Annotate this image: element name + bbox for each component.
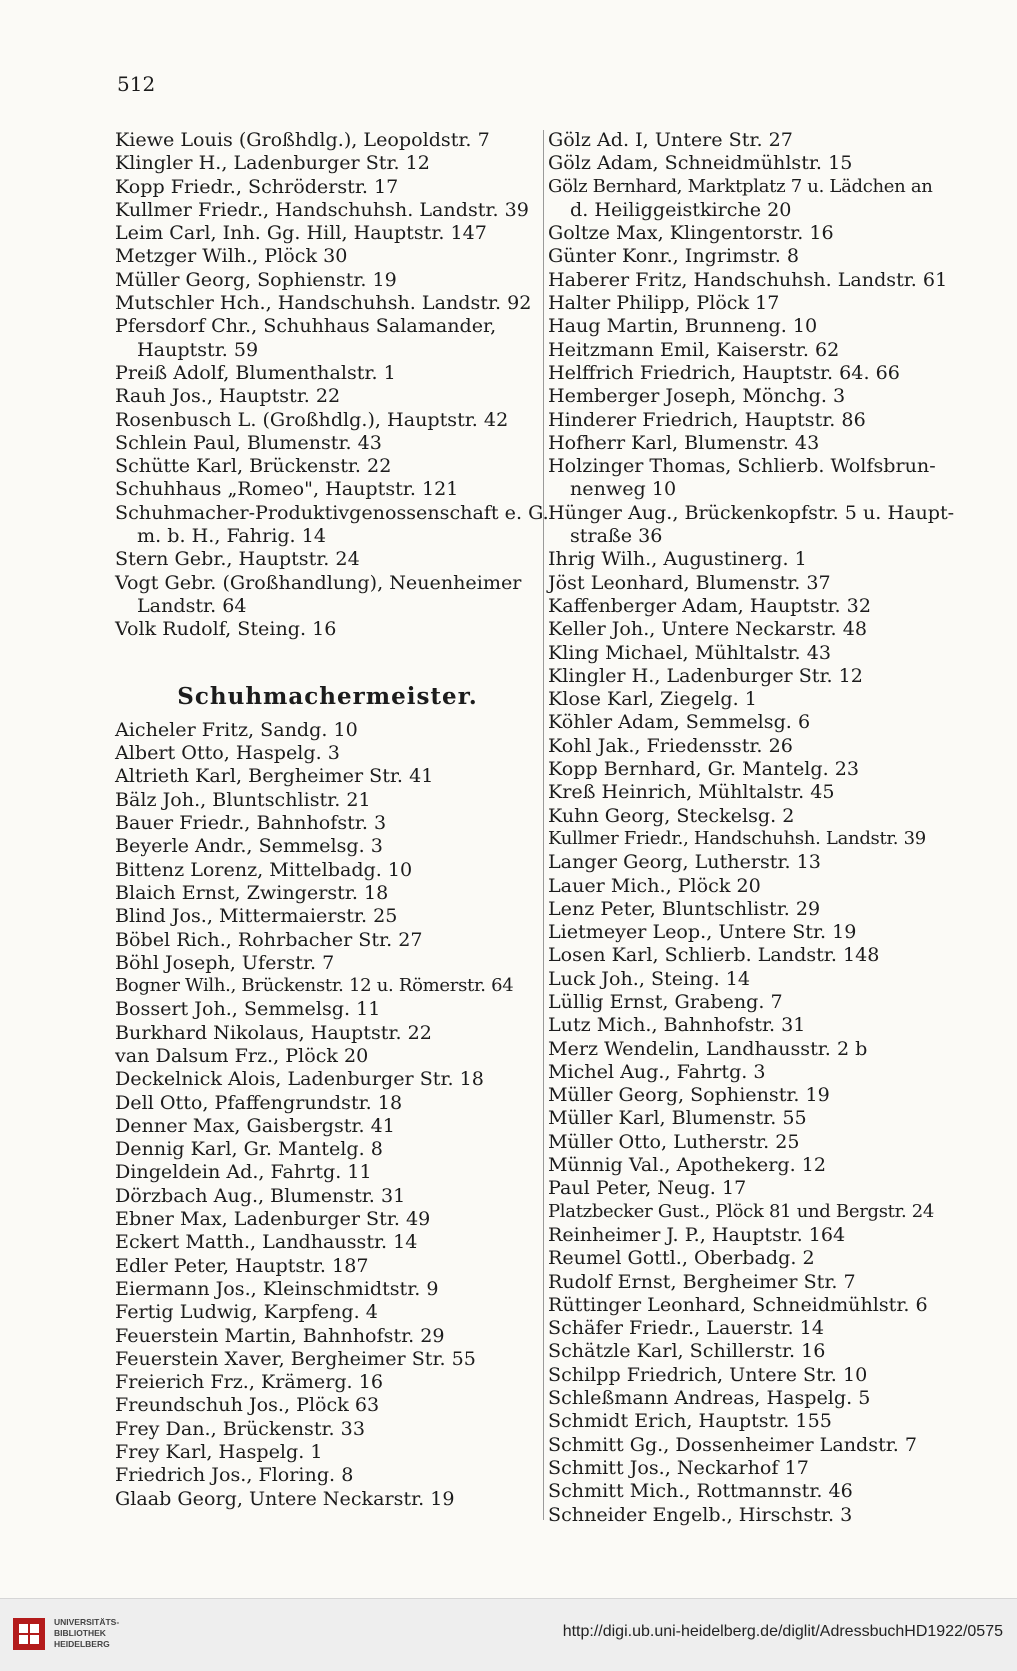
directory-entry: Kreß Heinrich, Mühltalstr. 45	[548, 780, 835, 804]
directory-entry: Friedrich Jos., Floring. 8	[115, 1463, 354, 1487]
directory-entry: Lüllig Ernst, Grabeng. 7	[548, 989, 783, 1013]
directory-entry: Eckert Matth., Landhausstr. 14	[115, 1230, 418, 1254]
directory-entry: van Dalsum Frz., Plöck 20	[115, 1043, 369, 1067]
directory-entry: Beyerle Andr., Semmelsg. 3	[115, 834, 383, 858]
directory-entry: Preiß Adolf, Blumenthalstr. 1	[115, 360, 396, 384]
directory-entry: Gölz Bernhard, Marktplatz 7 u. Lädchen an	[548, 175, 933, 197]
directory-entry: Keller Joh., Untere Neckarstr. 48	[548, 617, 867, 641]
directory-entry: Haberer Fritz, Handschuhsh. Landstr. 61	[548, 267, 948, 291]
directory-entry: Kiewe Louis (Großhdlg.), Leopoldstr. 7	[115, 128, 490, 151]
directory-entry-continuation: m. b. H., Fahrig. 14	[137, 524, 326, 548]
directory-entry: Hinderer Friedrich, Hauptstr. 86	[548, 407, 866, 431]
directory-entry: Pfersdorf Chr., Schuhhaus Salamander,	[115, 314, 497, 338]
directory-entry: Müller Georg, Sophienstr. 19	[115, 267, 397, 291]
directory-entry: Müller Otto, Lutherstr. 25	[548, 1129, 800, 1153]
directory-entry: Blind Jos., Mittermaierstr. 25	[115, 904, 398, 928]
left-column	[115, 128, 549, 1510]
directory-entry: Denner Max, Gaisbergstr. 41	[115, 1113, 395, 1137]
directory-entry: Dell Otto, Pfaffengrundstr. 18	[115, 1090, 403, 1114]
directory-entry: Rosenbusch L. (Großhdlg.), Hauptstr. 42	[115, 407, 509, 431]
directory-entry: Schätzle Karl, Schillerstr. 16	[548, 1339, 826, 1363]
directory-entry: Burkhard Nikolaus, Hauptstr. 22	[115, 1020, 432, 1044]
directory-entry: Kullmer Friedr., Handschuhsh. Landstr. 39	[115, 197, 529, 221]
directory-entry: Schilpp Friedrich, Untere Str. 10	[548, 1362, 868, 1386]
directory-entry: Volk Rudolf, Steing. 16	[115, 617, 337, 641]
directory-entry: Bossert Joh., Semmelsg. 11	[115, 997, 381, 1021]
directory-entry: Deckelnick Alois, Ladenburger Str. 18	[115, 1067, 484, 1091]
directory-entry: Luck Joh., Steing. 14	[548, 966, 751, 990]
directory-entry: Vogt Gebr. (Großhandlung), Neuenheimer	[115, 570, 522, 594]
directory-entry: Kuhn Georg, Steckelsg. 2	[548, 803, 795, 827]
directory-entry: Feuerstein Martin, Bahnhofstr. 29	[115, 1323, 445, 1347]
directory-entry: Haug Martin, Brunneng. 10	[548, 314, 818, 338]
library-logo[interactable]	[12, 1611, 124, 1659]
directory-entry: Schuhhaus „Romeo", Hauptstr. 121	[115, 477, 459, 501]
directory-entry: Böbel Rich., Rohrbacher Str. 27	[115, 927, 423, 951]
directory-entry: Ihrig Wilh., Augustinerg. 1	[548, 547, 807, 571]
directory-entry: Schmitt Gg., Dossenheimer Landstr. 7	[548, 1432, 918, 1456]
directory-entry: Mutschler Hch., Handschuhsh. Landstr. 92	[115, 291, 532, 315]
directory-entry: Schmitt Mich., Rottmannstr. 46	[548, 1479, 853, 1503]
directory-entry: Lauer Mich., Plöck 20	[548, 873, 761, 897]
directory-entry: Kling Michael, Mühltalstr. 43	[548, 640, 831, 664]
directory-entry: Paul Peter, Neug. 17	[548, 1176, 747, 1200]
directory-entry: Edler Peter, Hauptstr. 187	[115, 1253, 369, 1277]
directory-entry: Schmidt Erich, Hauptstr. 155	[548, 1409, 832, 1433]
directory-entry: Altrieth Karl, Bergheimer Str. 41	[115, 764, 434, 788]
directory-entry: Böhl Joseph, Uferstr. 7	[115, 950, 335, 974]
directory-entry: Kullmer Friedr., Handschuhsh. Landstr. 39	[548, 827, 926, 849]
directory-entry: Gölz Adam, Schneidmühlstr. 15	[548, 151, 853, 175]
directory-entry: Müller Karl, Blumenstr. 55	[548, 1106, 807, 1130]
directory-entry: Fertig Ludwig, Karpfeng. 4	[115, 1300, 378, 1324]
directory-entry: Michel Aug., Fahrtg. 3	[548, 1059, 766, 1083]
directory-entry-continuation: nenweg 10	[570, 477, 677, 501]
directory-entry: Leim Carl, Inh. Gg. Hill, Hauptstr. 147	[115, 221, 487, 245]
directory-entry: Dennig Karl, Gr. Mantelg. 8	[115, 1137, 383, 1161]
directory-entry: Klingler H., Ladenburger Str. 12	[548, 663, 863, 687]
directory-entry: Aicheler Fritz, Sandg. 10	[115, 717, 358, 741]
directory-entry: Kopp Bernhard, Gr. Mantelg. 23	[548, 757, 860, 781]
directory-entry: Lutz Mich., Bahnhofstr. 31	[548, 1013, 806, 1037]
directory-entry: Freundschuh Jos., Plöck 63	[115, 1393, 380, 1417]
directory-entry: Schütte Karl, Brückenstr. 22	[115, 454, 392, 478]
directory-entry: Helffrich Friedrich, Hauptstr. 64. 66	[548, 360, 900, 384]
directory-entry: Hünger Aug., Brückenkopfstr. 5 u. Haupt-	[548, 500, 955, 524]
directory-entry-continuation: d. Heiliggeistkirche 20	[570, 197, 792, 221]
directory-entry: Heitzmann Emil, Kaiserstr. 62	[548, 337, 840, 361]
footer-bar	[0, 1598, 1017, 1671]
directory-entry: Günter Konr., Ingrimstr. 8	[548, 244, 799, 268]
directory-entry: Rauh Jos., Hauptstr. 22	[115, 384, 341, 408]
directory-entry: Gölz Ad. I, Untere Str. 27	[548, 128, 793, 151]
directory-entry: Feuerstein Xaver, Bergheimer Str. 55	[115, 1346, 476, 1370]
right-column	[548, 128, 973, 1526]
directory-entry: Klingler H., Ladenburger Str. 12	[115, 151, 430, 175]
directory-entry: Merz Wendelin, Landhausstr. 2 b	[548, 1036, 868, 1060]
directory-entry: Schuhmacher-Produktivgenossenschaft e. G.	[115, 500, 549, 524]
directory-entry: Metzger Wilh., Plöck 30	[115, 244, 348, 268]
directory-entry: Bittenz Lorenz, Mittelbadg. 10	[115, 857, 413, 881]
directory-entry-continuation: Landstr. 64	[137, 593, 247, 617]
directory-entry: Albert Otto, Haspelg. 3	[115, 741, 340, 765]
directory-entry: Losen Karl, Schlierb. Landstr. 148	[548, 943, 880, 967]
directory-entry: Hemberger Joseph, Mönchg. 3	[548, 384, 846, 408]
directory-entry: Langer Georg, Lutherstr. 13	[548, 850, 821, 874]
directory-entry: Müller Georg, Sophienstr. 19	[548, 1083, 830, 1107]
directory-entry: Kaffenberger Adam, Hauptstr. 32	[548, 593, 871, 617]
directory-entry: Schleßmann Andreas, Haspelg. 5	[548, 1386, 871, 1410]
directory-entry: Stern Gebr., Hauptstr. 24	[115, 547, 360, 571]
directory-entry: Lietmeyer Leop., Untere Str. 19	[548, 920, 857, 944]
directory-entry: Lenz Peter, Bluntschlistr. 29	[548, 896, 821, 920]
directory-entry: Frey Dan., Brückenstr. 33	[115, 1416, 365, 1440]
directory-entry: Reinheimer J. P., Hauptstr. 164	[548, 1222, 846, 1246]
directory-entry: Schäfer Friedr., Lauerstr. 14	[548, 1316, 824, 1340]
directory-entry: Rudolf Ernst, Bergheimer Str. 7	[548, 1269, 856, 1293]
directory-entry: Goltze Max, Klingentorstr. 16	[548, 221, 834, 245]
directory-entry: Dörzbach Aug., Blumenstr. 31	[115, 1183, 406, 1207]
library-logo-text: UNIVERSITÄTS- BIBLIOTHEK HEIDELBERG	[54, 1617, 120, 1649]
directory-entry: Ebner Max, Ladenburger Str. 49	[115, 1207, 431, 1231]
directory-entry: Klose Karl, Ziegelg. 1	[548, 687, 757, 711]
directory-entry: Kohl Jak., Friedensstr. 26	[548, 733, 793, 757]
directory-entry: Kopp Friedr., Schröderstr. 17	[115, 174, 399, 198]
directory-entry: Bogner Wilh., Brückenstr. 12 u. Römerstr. 64	[115, 975, 514, 997]
directory-entry: Platzbecker Gust., Plöck 81 und Bergstr. 24	[548, 1200, 935, 1222]
directory-entry: Schmitt Jos., Neckarhof 17	[548, 1455, 809, 1479]
library-logo-icon	[12, 1617, 46, 1651]
directory-entry-continuation: Hauptstr. 59	[137, 337, 259, 361]
column-divider	[543, 130, 544, 1520]
directory-entry: Schneider Engelb., Hirschstr. 3	[548, 1502, 853, 1526]
source-url-link[interactable]: http://digi.ub.uni-heidelberg.de/diglit/AdressbuchHD1922/0575	[562, 1623, 1003, 1640]
directory-entry: Münnig Val., Apothekerg. 12	[548, 1153, 827, 1177]
directory-entry: Jöst Leonhard, Blumenstr. 37	[548, 570, 831, 594]
directory-entry: Schlein Paul, Blumenstr. 43	[115, 430, 382, 454]
directory-entry: Halter Philipp, Plöck 17	[548, 291, 780, 315]
directory-entry: Rüttinger Leonhard, Schneidmühlstr. 6	[548, 1292, 928, 1316]
directory-entry: Frey Karl, Haspelg. 1	[115, 1440, 323, 1464]
directory-entry: Dingeldein Ad., Fahrtg. 11	[115, 1160, 372, 1184]
directory-entry: Holzinger Thomas, Schlierb. Wolfsbrun-	[548, 454, 936, 478]
directory-entry: Freierich Frz., Krämerg. 16	[115, 1370, 383, 1394]
directory-entry: Köhler Adam, Semmelsg. 6	[548, 710, 811, 734]
directory-entry: Reumel Gottl., Oberbadg. 2	[548, 1246, 815, 1270]
directory-entry: Bälz Joh., Bluntschlistr. 21	[115, 787, 371, 811]
directory-entry: Blaich Ernst, Zwingerstr. 18	[115, 880, 389, 904]
section-heading: Schuhmachermeister.	[177, 682, 478, 710]
page-number: 512	[117, 72, 156, 96]
directory-entry: Glaab Georg, Untere Neckarstr. 19	[115, 1486, 455, 1510]
directory-entry: Bauer Friedr., Bahnhofstr. 3	[115, 811, 387, 835]
directory-entry: Hofherr Karl, Blumenstr. 43	[548, 430, 820, 454]
directory-entry-continuation: straße 36	[570, 524, 663, 548]
directory-entry: Eiermann Jos., Kleinschmidtstr. 9	[115, 1276, 439, 1300]
